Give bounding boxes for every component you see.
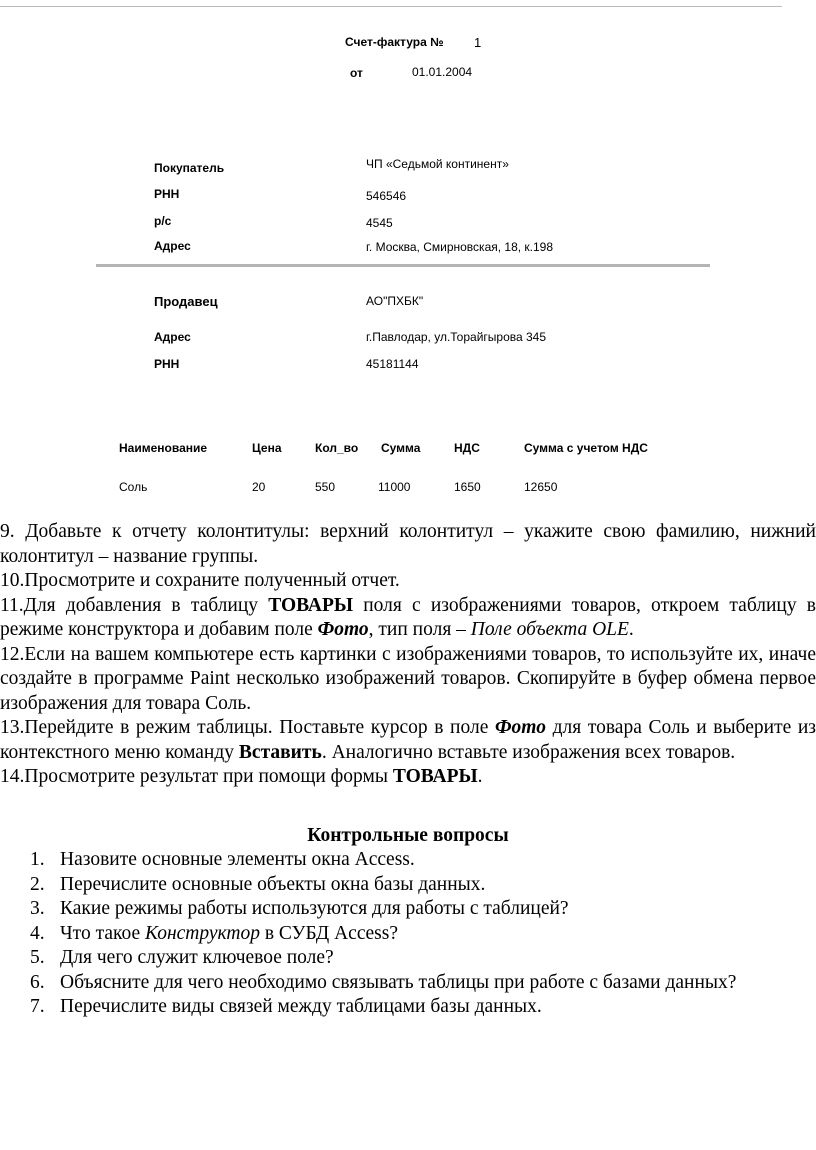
seller-address-value: г.Павлодар, ул.Торайгырова 345 — [366, 330, 547, 344]
paragraph-10: 10.Просмотрите и сохраните полученный отчет. — [0, 570, 400, 591]
table-cell-name: Соль — [119, 480, 148, 494]
buyer-name: ЧП «Седьмой континент» — [366, 157, 509, 171]
list-item: 3. Какие режимы работы используются для работы с таблицей? — [30, 898, 569, 919]
invoice-report — [0, 0, 816, 515]
seller-name: АО"ПХБК" — [366, 294, 424, 308]
buyer-account-value: 4545 — [366, 216, 393, 230]
paragraph-11: 11.Для добавления в таблицу ТОВАРЫ поля с изображениями товаров, откроем таблицу в режиме конструктора и добавим поле Фото, тип поля – Поле объекта OLE. — [0, 594, 816, 640]
date-label: от — [350, 66, 363, 80]
buyer-rnn-value: 546546 — [366, 189, 407, 203]
buyer-address-value: г. Москва, Смирновская, 18, к.198 — [366, 240, 554, 254]
seller-address-label: Адрес — [154, 330, 191, 344]
list-item: 1. Назовите основные элементы окна Access. — [30, 849, 415, 870]
table-header-total: Сумма с учетом НДС — [524, 441, 648, 455]
table-header-price: Цена — [252, 441, 282, 455]
buyer-address-label: Адрес — [154, 239, 191, 253]
buyer-account-label: р/с — [154, 214, 172, 228]
invoice-date: 01.01.2004 — [412, 65, 473, 79]
table-header-vat: НДС — [454, 441, 480, 455]
table-header-quantity: Кол_во — [315, 441, 359, 455]
section-separator — [96, 264, 710, 267]
table-header-name: Наименование — [119, 441, 208, 455]
list-item: 2. Перечислите основные объекты окна базы данных. — [30, 873, 486, 895]
paragraph-9: 9. Добавьте к отчету колонтитулы: верхний колонтитул – укажите свою фамилию, нижний колонтитул – название группы. — [0, 521, 816, 567]
paragraph-12: 12.Если на вашем компьютере есть картинки с изображениями товаров, то используйте их, иначе создайте в программе Paint несколько изображений товаров. Скопируйте в буфер обмена первое изображения для товара Соль. — [0, 643, 816, 714]
seller-rnn-value: 45181144 — [366, 357, 419, 371]
seller-rnn-label: РНН — [154, 357, 180, 371]
table-cell-quantity: 550 — [315, 480, 336, 494]
table-cell-price: 20 — [252, 480, 266, 494]
table-cell-vat: 1650 — [454, 480, 481, 494]
list-item: 5. Для чего служит ключевое поле? — [30, 947, 334, 968]
table-cell-sum: 11000 — [378, 480, 411, 494]
instructions-text — [0, 520, 816, 1020]
table-header-sum: Сумма — [381, 441, 421, 455]
list-item: 6. Объясните для чего необходимо связывать таблицы при работе с базами данных? — [30, 971, 737, 993]
paragraph-14: 14.Просмотрите результат при помощи формы ТОВАРЫ. — [0, 766, 483, 787]
paragraph-13: 13.Перейдите в режим таблицы. Поставьте курсор в поле Фото для товара Соль и выберите из контекстного меню команду Вставить. Аналогично вставьте изображения всех товаров. — [0, 717, 816, 763]
list-item: 4. Что такое Конструктор в СУБД Access? — [30, 922, 398, 944]
section-heading: Контрольные вопросы — [307, 824, 509, 846]
questions-list — [0, 848, 816, 1020]
buyer-rnn-label: РНН — [154, 187, 180, 201]
seller-label: Продавец — [154, 294, 218, 309]
table-cell-total: 12650 — [524, 480, 558, 494]
buyer-label: Покупатель — [154, 161, 225, 175]
invoice-number: 1 — [474, 35, 482, 50]
list-item: 7. Перечислите виды связей между таблицами базы данных. — [30, 996, 542, 1017]
invoice-title: Счет-фактура № — [345, 35, 444, 49]
